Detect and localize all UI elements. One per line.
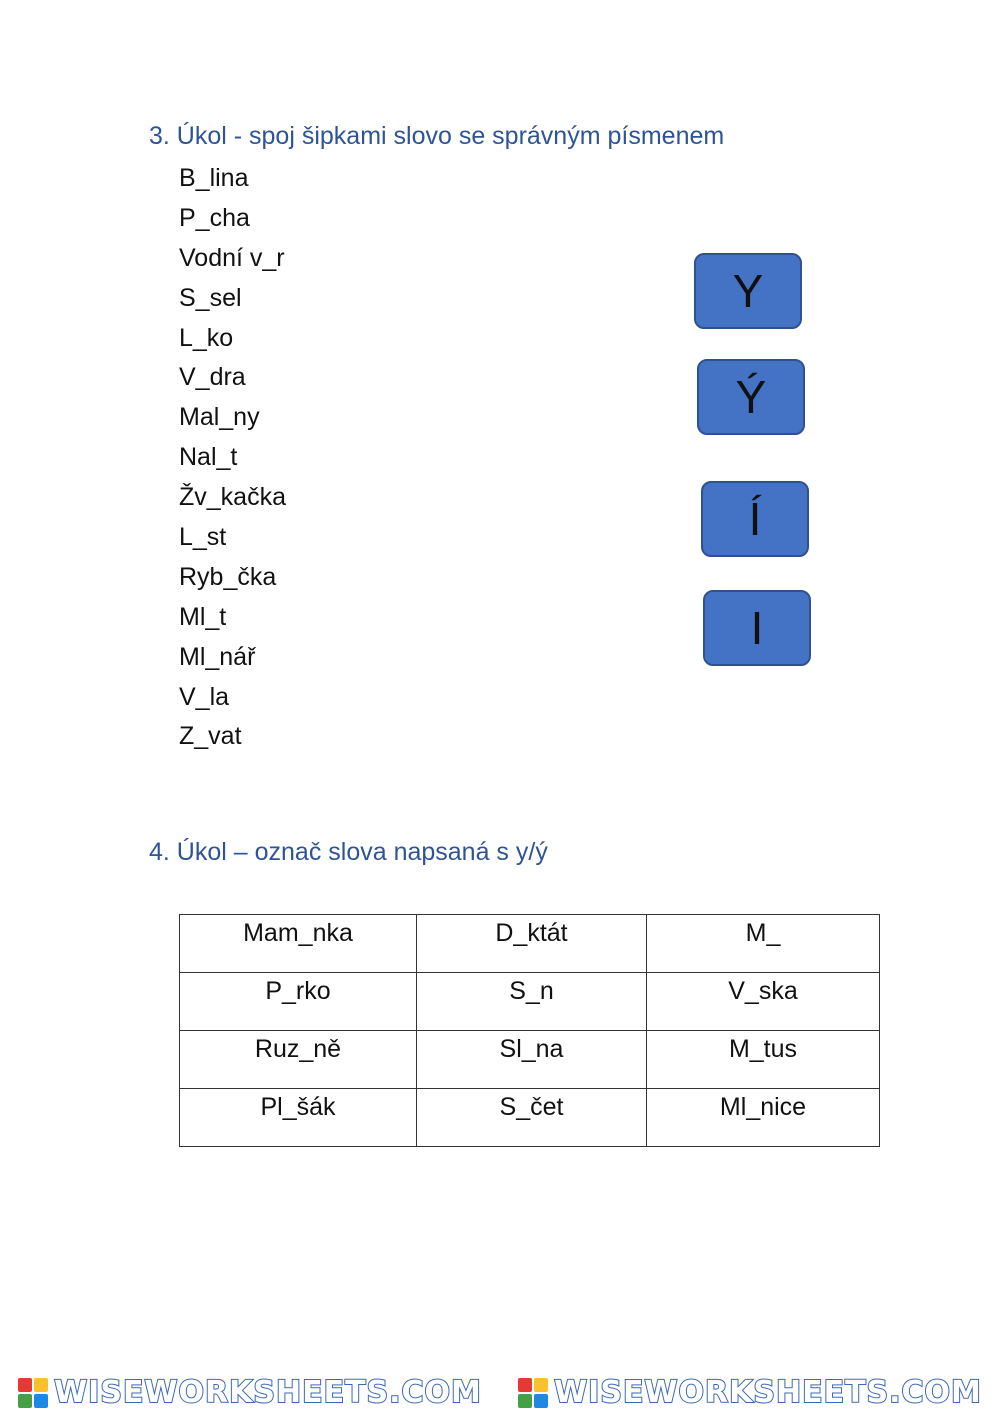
table-row [180,1089,880,1147]
word-item[interactable]: Z_vat [179,722,242,751]
letter-button-y-acute[interactable]: Ý [697,359,805,435]
word-item[interactable]: Ml_nář [179,642,256,671]
task3-heading: 3. Úkol - spoj šipkami slovo se správným písmenem [149,122,725,150]
table-cell[interactable]: S_čet [417,1089,647,1147]
logo-square [518,1378,532,1392]
table-cell[interactable]: Mam_nka [180,915,417,973]
watermark-text: WISEWORKSHEETS.COM [54,1375,482,1410]
table-cell[interactable]: D_ktát [417,915,647,973]
word-item[interactable]: Žv_kačka [179,483,286,512]
letter-button-y[interactable]: Y [694,253,802,329]
word-item[interactable]: Nal_t [179,443,238,472]
word-item[interactable]: L_ko [179,323,234,352]
word-item[interactable]: V_dra [179,363,246,392]
logo-square [518,1394,532,1408]
logo-square [534,1394,548,1408]
table-cell[interactable]: P_rko [180,973,417,1031]
table-cell[interactable]: Ruz_ně [180,1031,417,1089]
logo-square [34,1394,48,1408]
table-cell[interactable]: Sl_na [417,1031,647,1089]
table-cell[interactable]: Pl_šák [180,1089,417,1147]
watermark-mark [18,1375,482,1410]
table-cell[interactable]: S_n [417,973,647,1031]
task4-word-table [179,914,880,1147]
table-cell[interactable]: V_ska [647,973,880,1031]
logo-icon [18,1378,48,1408]
table-cell[interactable]: Ml_nice [647,1089,880,1147]
table-row [180,915,880,973]
word-item[interactable]: Mal_ny [179,403,260,432]
logo-square [534,1378,548,1392]
word-item[interactable]: P_cha [179,203,250,232]
task4-heading: 4. Úkol – označ slova napsaná s y/ý [149,838,548,866]
word-item[interactable]: Vodní v_r [179,243,285,272]
logo-icon [518,1378,548,1408]
logo-square [18,1378,32,1392]
watermark-mark [518,1375,982,1410]
word-item[interactable]: V_la [179,682,230,711]
word-item[interactable]: S_sel [179,283,242,312]
table-cell[interactable]: M_tus [647,1031,880,1089]
word-item[interactable]: L_st [179,523,227,552]
letter-button-i-acute[interactable]: Í [701,481,809,557]
word-item[interactable]: Ryb_čka [179,562,277,591]
footer-watermark [0,1372,1000,1413]
logo-square [34,1378,48,1392]
word-item[interactable]: B_lina [179,164,249,192]
table-cell[interactable]: M_ [647,915,880,973]
task3-word-list [179,160,286,758]
letter-button-i[interactable]: I [703,590,811,666]
watermark-text: WISEWORKSHEETS.COM [554,1375,982,1410]
table-row [180,1031,880,1089]
table-row [180,973,880,1031]
logo-square [18,1394,32,1408]
word-item[interactable]: Ml_t [179,602,227,631]
